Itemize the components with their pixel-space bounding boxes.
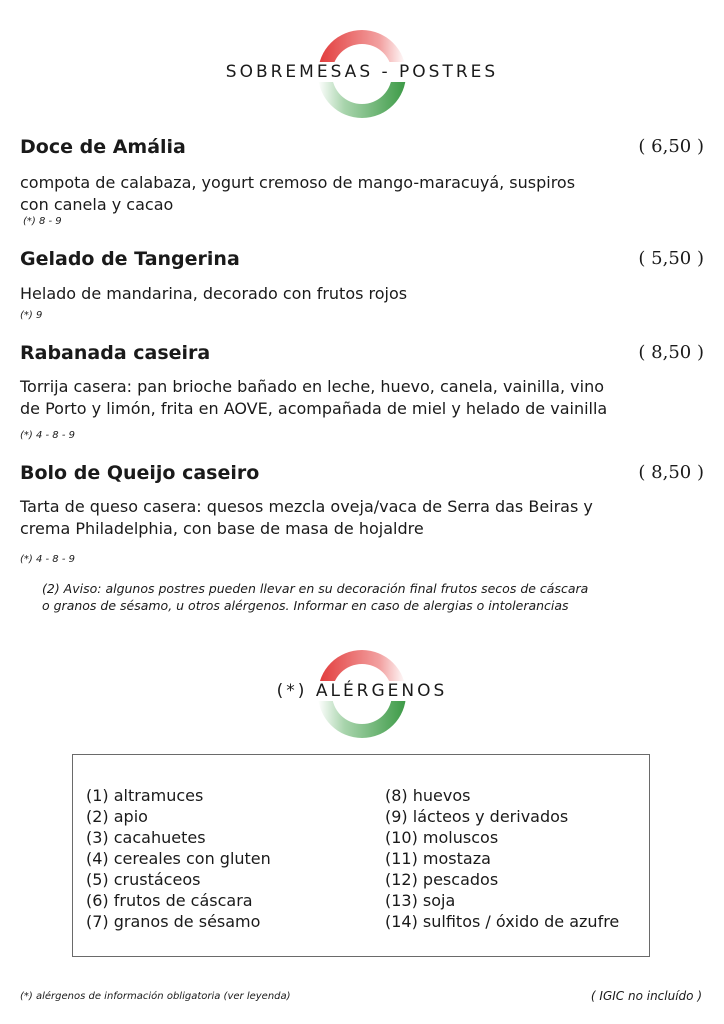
item-allergens: (*) 4 - 8 - 9 [20, 430, 75, 441]
item-description: Tarta de queso casera: quesos mezcla oveja/vaca de Serra das Beiras y crema Philadelphia, con base de masa de hojaldre [20, 497, 593, 538]
item-allergens: (*) 9 [20, 310, 43, 321]
item-allergens: (*) 8 - 9 [23, 216, 62, 227]
allergen-legend [72, 754, 650, 957]
item-description: compota de calabaza, yogurt cremoso de mango-maracuyá, suspiros con canela y cacao [20, 173, 576, 214]
list-item: (12) pescados [385, 870, 499, 889]
item-description: Torrija casera: pan brioche bañado en leche, huevo, canela, vainilla, vino de Porto y limón, frita en AOVE, acompañada de miel y helado de vainilla [20, 377, 608, 418]
item-name: Doce de Amália [20, 136, 186, 158]
item-price: ( 6,50 ) [638, 136, 704, 157]
list-item: (2) apio [86, 807, 148, 826]
list-item: (3) cacahuetes [86, 828, 206, 847]
item-name: Bolo de Queijo caseiro [20, 462, 260, 484]
list-item: (13) soja [385, 891, 456, 910]
item-price: ( 5,50 ) [638, 248, 704, 269]
allergen-notice: (2) Aviso: algunos postres pueden llevar en su decoración final frutos secos de cáscara o granos de sésamo, u otros alérgenos. Informar en caso de alergias o intolerancias [42, 581, 589, 613]
desserts-header [0, 26, 724, 122]
list-item: (1) altramuces [86, 786, 204, 805]
page-title: SOBREMESAS - POSTRES [220, 62, 504, 82]
list-item: (6) frutos de cáscara [86, 891, 253, 910]
item-allergens: (*) 4 - 8 - 9 [20, 554, 75, 565]
menu-item [20, 136, 704, 231]
item-name: Gelado de Tangerina [20, 248, 240, 270]
list-item: (11) mostaza [385, 849, 491, 868]
menu-item [20, 342, 704, 442]
allergens-header [0, 646, 724, 742]
menu-item [20, 248, 704, 323]
list-item: (7) granos de sésamo [86, 912, 261, 931]
list-item: (14) sulfitos / óxido de azufre [385, 912, 620, 931]
list-item: (5) crustáceos [86, 870, 201, 889]
list-item: (9) lácteos y derivados [385, 807, 569, 826]
item-price: ( 8,50 ) [638, 462, 704, 483]
allergens-title: (*) ALÉRGENOS [271, 681, 454, 701]
footer-note: (*) alérgenos de información obligatoria (ver leyenda) [20, 991, 291, 1002]
list-item: (10) moluscos [385, 828, 499, 847]
allergen-list-right [385, 785, 619, 932]
item-description: Helado de mandarina, decorado con frutos rojos [20, 284, 408, 303]
menu-item [20, 462, 704, 567]
item-price: ( 8,50 ) [638, 342, 704, 363]
list-item: (4) cereales con gluten [86, 849, 271, 868]
allergen-list-left [86, 785, 271, 932]
item-name: Rabanada caseira [20, 342, 211, 364]
tax-note: ( IGIC no incluído ) [590, 989, 702, 1003]
list-item: (8) huevos [385, 786, 471, 805]
